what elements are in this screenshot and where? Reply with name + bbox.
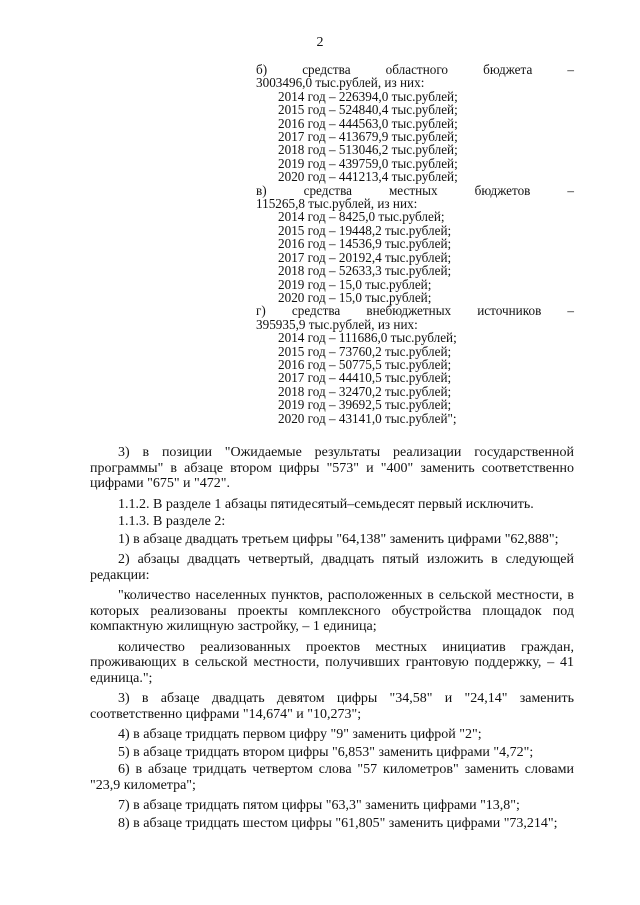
paragraph-item-2: 2) абзацы двадцать четвертый, двадцать пятый изложить в следующей редакции: [90, 552, 574, 583]
paragraph-expected-results: 3) в позиции "Ожидаемые результаты реализации государственной программы" в абзаце втором цифры "573" и "400" заменить соответственно цифрами "675" и "472". [90, 445, 574, 491]
paragraph-item-5: 5) в абзаце тридцать втором цифры "6,853" заменить цифрами "4,72"; [118, 744, 534, 760]
paragraph-quote-settlements: "количество населенных пунктов, расположенных в сельской местности, в которых реализованы проекты комплексного обустройства площадок под компактную жилищную застройку, – 1 единица; [90, 588, 574, 634]
funding-line: 3003496,0 тыс.рублей, из них: [256, 75, 425, 91]
funding-line: 2014 год – 226394,0 тыс.рублей; [278, 88, 458, 104]
paragraph-item-1: 1) в абзаце двадцать третьем цифры "64,138" заменить цифрами "62,888"; [118, 531, 559, 547]
paragraph-item-4: 4) в абзаце тридцать первом цифру "9" заменить цифрой "2"; [118, 727, 482, 742]
funding-line: 2017 год – 44410,5 тыс.рублей; [278, 370, 452, 386]
paragraph-quote-projects: количество реализованных проектов местных инициатив граждан, проживающих в сельской местности, получивших грантовую поддержку, – 41 единица."; [90, 639, 574, 686]
funding-line: 2019 год – 439759,0 тыс.рублей; [278, 155, 458, 171]
document-body [90, 445, 574, 836]
funding-line: 2017 год – 413679,9 тыс.рублей; [278, 129, 458, 145]
funding-line: 2017 год – 20192,4 тыс.рублей; [278, 249, 452, 265]
funding-line: г) средства внебюджетных источников – [256, 303, 574, 319]
funding-line: 2016 год – 14536,9 тыс.рублей; [278, 236, 452, 252]
funding-line: 2019 год – 39692,5 тыс.рублей; [278, 397, 452, 413]
funding-line: 2015 год – 524840,4 тыс.рублей; [278, 102, 458, 118]
funding-line: 2019 год – 15,0 тыс.рублей; [278, 276, 432, 292]
paragraph-section-2-heading: 1.1.3. В разделе 2: [118, 514, 226, 529]
funding-line: 2016 год – 444563,0 тыс.рублей; [278, 115, 458, 131]
paragraph-item-8: 8) в абзаце тридцать шестом цифры "61,805" заменить цифрами "73,214"; [118, 815, 558, 831]
funding-line: 115265,8 тыс.рублей, из них: [256, 196, 418, 212]
funding-line: в) средства местных бюджетов – [256, 182, 574, 198]
funding-line: 2014 год – 111686,0 тыс.рублей; [278, 330, 457, 346]
page-number: 2 [316, 35, 324, 50]
funding-line: 2020 год – 441213,4 тыс.рублей; [278, 169, 458, 185]
funding-line: 2020 год – 15,0 тыс.рублей; [278, 289, 432, 305]
paragraph-item-6: 6) в абзаце тридцать четвертом слова "57 километров" заменить словами "23,9 километра"; [90, 762, 574, 793]
funding-line: 2015 год – 19448,2 тыс.рублей; [278, 222, 452, 238]
paragraph-item-7: 7) в абзаце тридцать пятом цифры "63,3" заменить цифрами "13,8"; [118, 798, 520, 813]
paragraph-item-3: 3) в абзаце двадцать девятом цифры "34,58" и "24,14" заменить соответственно цифрами "14,674" и "10,273"; [90, 691, 574, 722]
funding-sources-list [256, 63, 574, 425]
funding-line: 2020 год – 43141,0 тыс.рублей"; [278, 410, 457, 426]
funding-line: 2016 год – 50775,5 тыс.рублей; [278, 356, 452, 372]
funding-line: 2018 год – 32470,2 тыс.рублей; [278, 383, 452, 399]
funding-line: 2018 год – 513046,2 тыс.рублей; [278, 142, 458, 158]
funding-line: б) средства областного бюджета – [256, 62, 574, 77]
paragraph-section-1: 1.1.2. В разделе 1 абзацы пятидесятый–семьдесят первый исключить. [118, 496, 534, 512]
funding-line: 2014 год – 8425,0 тыс.рублей; [278, 209, 445, 225]
funding-line: 395935,9 тыс.рублей, из них: [256, 316, 418, 332]
funding-line: 2015 год – 73760,2 тыс.рублей; [278, 343, 452, 359]
funding-line: 2018 год – 52633,3 тыс.рублей; [278, 263, 452, 279]
